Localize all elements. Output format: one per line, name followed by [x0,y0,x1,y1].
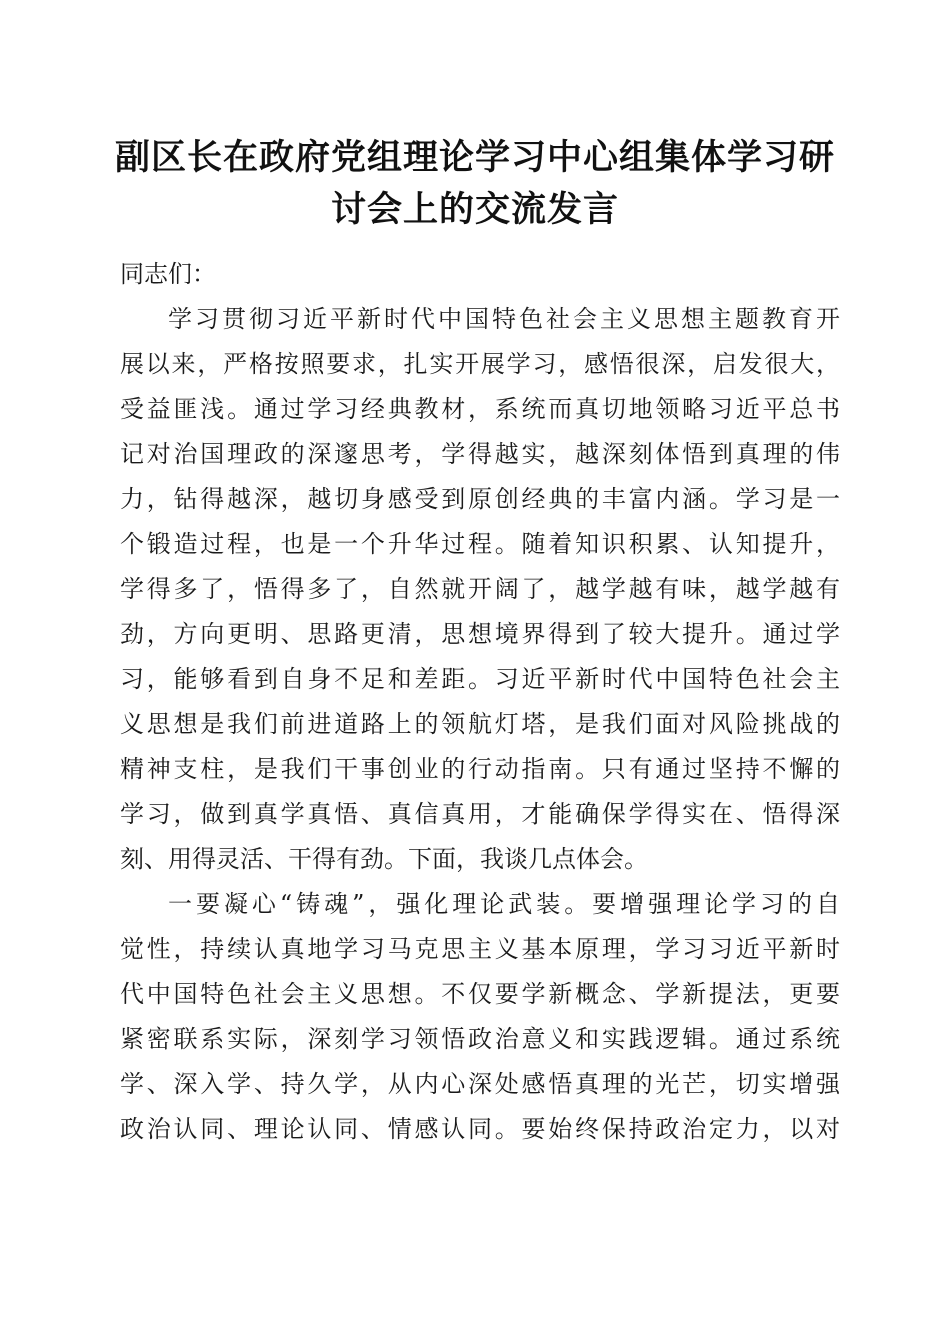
paragraph-line: 紧密联系实际，深刻学习领悟政治意义和实践逻辑。通过系统 [120,1025,840,1053]
document-body [120,252,840,1152]
salutation-text: 同志们： [120,260,216,288]
paragraph-line: 代中国特色社会主义思想。不仅要学新概念、学新提法，更要 [120,980,840,1008]
paragraph-line: 习，能够看到自身不足和差距。习近平新时代中国特色社会主 [120,665,840,693]
paragraph-line: 受益匪浅。通过学习经典教材，系统而真切地领略习近平总书 [120,395,840,423]
paragraph-1 [120,297,840,882]
paragraph-line: 记对治国理政的深邃思考，学得越实，越深刻体悟到真理的伟 [120,440,840,468]
paragraph-2 [120,882,840,1152]
paragraph-line: 一要凝心“铸魂”，强化理论武装。要增强理论学习的自 [168,890,840,918]
paragraph-line: 学得多了，悟得多了，自然就开阔了，越学越有味，越学越有 [120,575,840,603]
paragraph-line: 学、深入学、持久学，从内心深处感悟真理的光芒，切实增强 [120,1070,840,1098]
paragraph-line: 展以来，严格按照要求，扎实开展学习，感悟很深，启发很大， [120,350,840,378]
paragraph-line: 义思想是我们前进道路上的领航灯塔，是我们面对风险挑战的 [120,710,840,738]
paragraph-line: 个锻造过程，也是一个升华过程。随着知识积累、认知提升， [120,530,840,558]
title-line-2: 讨会上的交流发言 [330,189,619,230]
paragraph-line: 劲，方向更明、思路更清，思想境界得到了较大提升。通过学 [120,620,840,648]
paragraph-line: 精神支柱，是我们干事创业的行动指南。只有通过坚持不懈的 [120,755,840,783]
document-title [100,132,850,236]
paragraph-line: 刻、用得灵活、干得有劲。下面，我谈几点体会。 [120,845,648,873]
title-line-1: 副区长在政府党组理论学习中心组集体学习研 [114,137,835,178]
paragraph-line: 政治认同、理论认同、情感认同。要始终保持政治定力，以对 [120,1115,840,1143]
paragraph-line: 学习，做到真学真悟、真信真用，才能确保学得实在、悟得深 [120,800,840,828]
salutation [120,252,840,297]
paragraph-line: 学习贯彻习近平新时代中国特色社会主义思想主题教育开 [168,305,840,333]
paragraph-line: 力，钻得越深，越切身感受到原创经典的丰富内涵。学习是一 [120,485,840,513]
paragraph-line: 觉性，持续认真地学习马克思主义基本原理，学习习近平新时 [120,935,840,963]
